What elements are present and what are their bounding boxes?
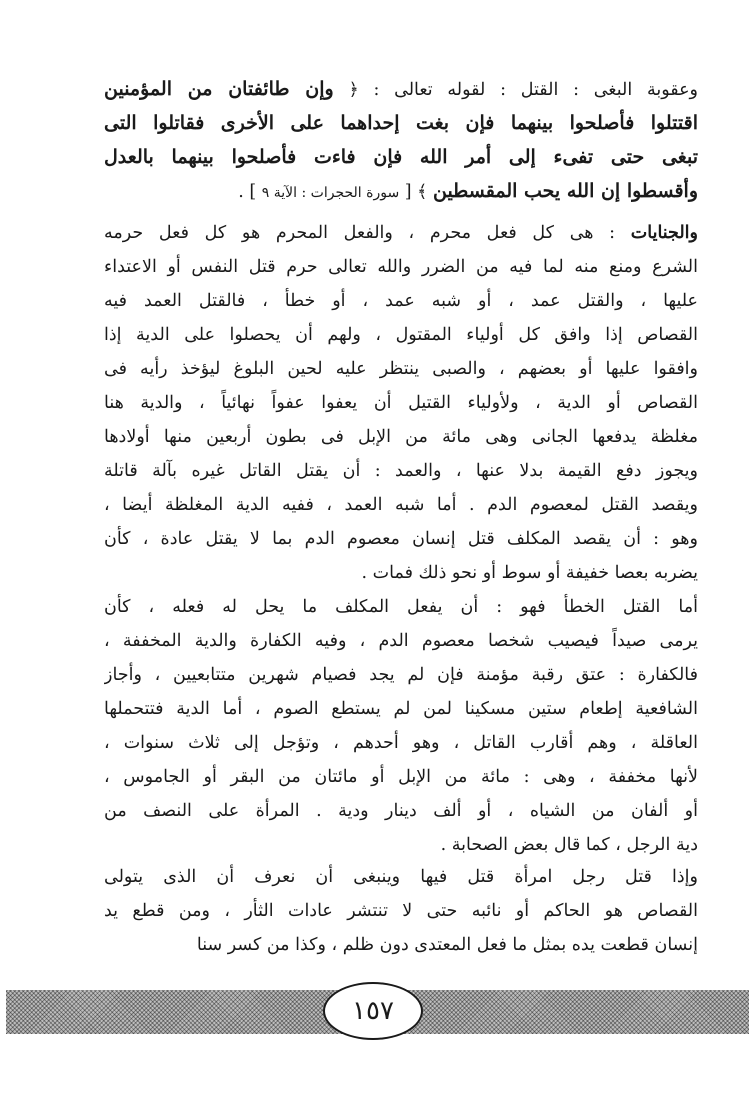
body-text: ويقصد القتل لمعصوم الدم . أما شبه العمد ، ففيه الدية المغلظة أيضا ، [104, 495, 698, 515]
body-text: فالكفارة : عتق رقبة مؤمنة فإن لم يجد فصيام شهرين متتابعيين ، وأجاز [104, 665, 698, 685]
body-text: يرمى صيداً فيصيب شخصا معصوم الدم ، وفيه الكفارة والدية المخففة ، [104, 631, 698, 651]
body-text: وعقوبة البغى : القتل : لقوله تعالى : ﴿ [333, 80, 698, 100]
quran-verse-text: تبغى حتى تفىء إلى أمر الله فإن فاءت فأصلحوا بينهما بالعدل [104, 146, 698, 168]
text-line [104, 318, 698, 352]
body-text: العاقلة ، وهم أقارب القاتل ، وهو أحدهم ، وتؤجل إلى ثلاث سنوات ، [104, 733, 698, 753]
page-footer [0, 982, 749, 1044]
text-line [104, 692, 698, 726]
body-text: الشافعية إطعام ستين مسكينا لمن لم يستطع الصوم ، أما الدية فتتحملها [104, 699, 698, 719]
body-text: القصاص أو الدية ، ولأولياء القتيل أن يعفوا عفواً نهائياً ، والدية هنا [104, 393, 698, 413]
body-text: ] . [238, 182, 262, 202]
text-line [104, 420, 698, 454]
text-line [104, 386, 698, 420]
paragraph-retribution-authority [104, 860, 698, 962]
text-line [104, 928, 698, 962]
text-line [104, 250, 698, 284]
text-line [104, 794, 698, 828]
text-line [104, 590, 698, 624]
body-text: ويجوز دفع القيمة بدلا عنها ، والعمد : أن يقتل القاتل غيره بآلة قاتلة [104, 461, 698, 481]
body-text: مغلظة يدفعها الجانى وهى مائة من الإبل فى بطون أربعين منها أولادها [104, 427, 698, 447]
paragraph-rebellion-punishment [104, 72, 698, 208]
text-line [104, 216, 698, 250]
text-line [104, 624, 698, 658]
text-line [104, 284, 698, 318]
body-text: دية الرجل ، كما قال بعض الصحابة . [440, 835, 698, 855]
body-text: الشرع ومنع منه لما فيه من الضرر والله تعالى حرم قتل النفس أو الاعتداء [104, 257, 698, 277]
quran-verse-text: وأقسطوا إن الله يحب المقسطين [432, 180, 698, 202]
text-line [104, 454, 698, 488]
page-number: ١٥٧ [323, 982, 423, 1040]
body-text: القصاص هو الحاكم أو نائبه حتى لا تنتشر عادات الثأر ، ومن قطع يد [104, 901, 698, 921]
body-text: وإذا قتل رجل امرأة قتل فيها وينبغى أن نعرف أن الذى يتولى [104, 867, 698, 887]
body-text: أما القتل الخطأ فهو : أن يفعل المكلف ما يحل له فعله ، كأن [104, 597, 698, 617]
text-line [104, 488, 698, 522]
text-line [104, 140, 698, 174]
paragraph-crimes-definition [104, 216, 698, 590]
text-line [104, 828, 698, 862]
body-text: يضربه بعصا خفيفة أو سوط أو نحو ذلك فمات . [361, 563, 698, 583]
term-heading: والجنايات [630, 223, 698, 243]
text-line [104, 72, 698, 106]
text-line [104, 556, 698, 590]
body-text: وهو : أن يقصد المكلف قتل إنسان معصوم الدم بما لا يقتل عادة ، كأن [104, 529, 698, 549]
text-line [104, 760, 698, 794]
text-line [104, 894, 698, 928]
body-text: لأنها مخففة ، وهى : مائة من الإبل أو مائتان من البقر أو الجاموس ، [104, 767, 698, 787]
text-line [104, 174, 698, 208]
body-text: عليها ، والقتل عمد ، أو شبه عمد ، أو خطأ ، فالقتل العمد فيه [104, 291, 698, 311]
text-line [104, 860, 698, 894]
body-text: القصاص إذا وافق كل أولياء المقتول ، ولهم أن يحصلوا على الدية إذا [104, 325, 698, 345]
quran-verse-text: وإن طائفتان من المؤمنين [104, 78, 334, 100]
text-line [104, 522, 698, 556]
text-line [104, 106, 698, 140]
body-text: إنسان قطعت يده بمثل ما فعل المعتدى دون ظلم ، وكذا من كسر سنا [196, 935, 698, 955]
paragraph-accidental-killing [104, 590, 698, 862]
verse-citation: سورة الحجرات : الآية ٩ [261, 185, 400, 201]
body-text: وافقوا عليها أو بعضهم ، والصبى ينتظر عليه لحين البلوغ ليؤخذ رأيه فى [104, 359, 698, 379]
text-line [104, 352, 698, 386]
text-line [104, 726, 698, 760]
text-line [104, 658, 698, 692]
body-text: : هى كل فعل محرم ، والفعل المحرم هو كل فعل حرمه [104, 223, 631, 243]
quran-verse-text: اقتتلوا فأصلحوا بينهما فإن بغت إحداهما على الأخرى فقاتلوا التى [104, 112, 698, 134]
body-text: ﴾ [ [399, 182, 433, 202]
body-text: أو ألفان من الشياه ، أو ألف دينار ودية . المرأة على النصف من [104, 801, 698, 821]
